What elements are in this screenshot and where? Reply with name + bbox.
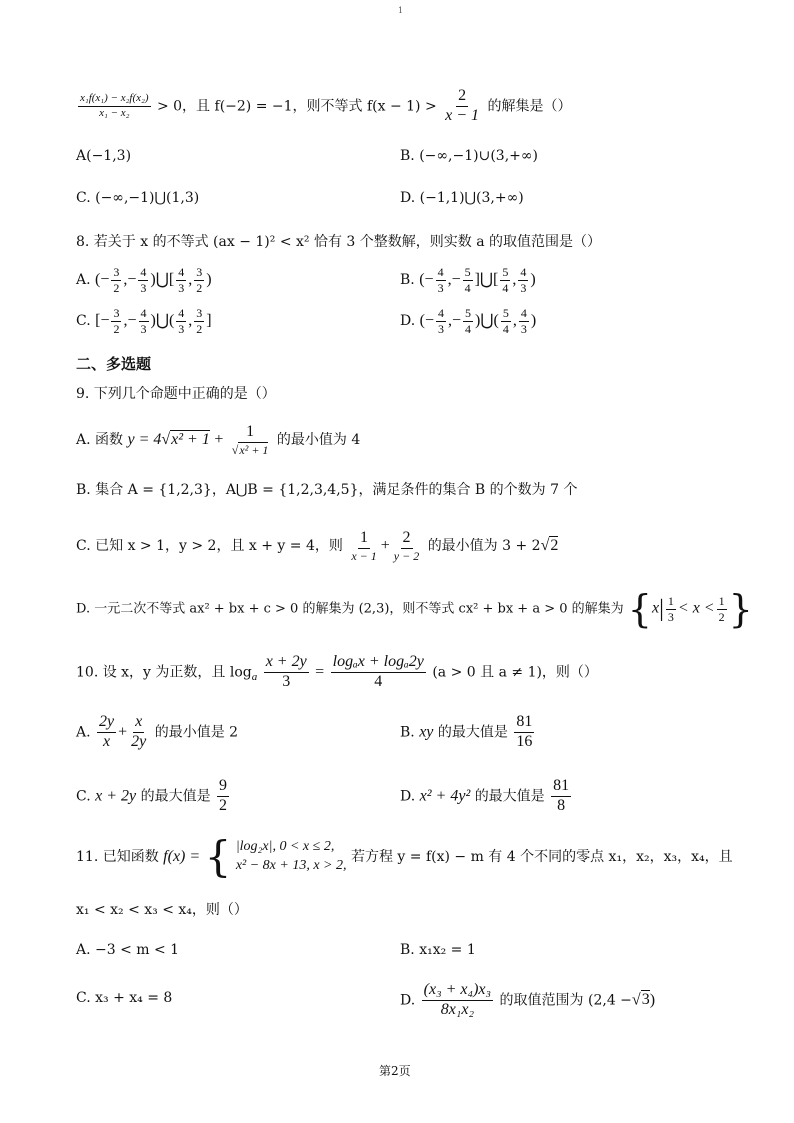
q7-tail: 的解集是（）	[487, 98, 572, 115]
q7-frac-den: x₁ − x₂	[99, 106, 130, 119]
q10-stem: 10. 设 x，y 为正数，且 $\log_a$ $\frac{x + 2y}{3}$ = $\frac{\text{logₐx + logₐ2y}}{4}$ (a > 0 且 a ≠ 1)，则（）	[76, 653, 598, 690]
q11-option-c: C. x₃ + x₄ = 8	[76, 990, 173, 1006]
q8-b-frac4: $\frac{4}{3}$	[520, 265, 527, 295]
q11-option-b: B. x₁x₂ = 1	[400, 942, 476, 958]
q8-b-label: B.	[400, 272, 415, 289]
q11-option-a: A. −3 < m < 1	[76, 942, 180, 958]
q9-stem: 9. 下列几个命题中正确的是（）	[76, 386, 276, 402]
q11-d-frac: $\frac{\text{(x₃ + x₄)x₃}}{\text{8x₁x₂}}$	[423, 981, 492, 1018]
q9-c-frac2: $\frac{2}{y - 2}$	[393, 529, 420, 563]
q7-condition-text: > 0，且 f(−2) = −1，则不等式 f(x − 1) >	[156, 98, 437, 115]
q10-a-frac2: $\frac{x}{2y}$	[131, 713, 147, 750]
q8-c-frac1: $\frac{3}{2}$	[113, 306, 120, 336]
q8-option-d: D. (− $\frac{4}{3}$ ,− $\frac{5}{4}$ )⋃( $\frac{5}{4}$ , $\frac{4}{3}$ )	[400, 306, 537, 336]
q8-stem: 8. 若关于 x 的不等式 (ax − 1)² < x² 恰有 3 个整数解，则实数 a 的取值范围是（）	[76, 234, 602, 250]
q10-d-frac: $\frac{81}{8}$	[553, 777, 570, 814]
q8-d-frac1: $\frac{4}{3}$	[438, 306, 444, 336]
q10-option-b: B. xy 的最大值是 $\frac{81}{16}$	[400, 713, 533, 750]
q8-c-frac4: $\frac{3}{2}$	[196, 306, 203, 336]
q10-frac1: $\frac{x + 2y}{3}$	[265, 653, 307, 690]
q10-c-frac: $\frac{9}{2}$	[219, 777, 228, 814]
q7-option-b: B. (−∞,−1)∪(3,+∞)	[400, 148, 538, 164]
q11-stem: 11. 已知函数 f(x) = { |log₂x|, 0 < x ≤ 2, x² − 8x + 13, x > 2, 若方程 y = f(x) − m 有 4 个不同的零点 x₁，x₂，x₃，x₄，且	[76, 832, 733, 881]
q10-a-frac1: $\frac{2y}{x}$	[99, 713, 115, 750]
q9-c-frac1: $\frac{1}{x - 1}$	[351, 529, 377, 563]
q8-d-frac3: $\frac{5}{4}$	[502, 306, 509, 336]
q7-frac-num: x₁f(x₁) − x₂f(x₂)	[78, 93, 151, 107]
q8-c-frac2: $\frac{4}{3}$	[140, 306, 147, 336]
q8-a-part: )⋃[	[150, 271, 175, 289]
q9-option-b: B. 集合 A = {1,2,3}，A⋃B = {1,2,3,4,5}，满足条件的集合 B 的个数为 7 个	[76, 482, 578, 498]
q8-c-label: C.	[76, 313, 91, 330]
q9-d-frac2: $\frac{1}{2}$	[718, 593, 725, 624]
q8-a-frac2: $\frac{4}{3}$	[140, 265, 147, 295]
q7-rhs-fraction	[443, 88, 481, 125]
q8-option-a	[76, 266, 212, 294]
q8-a-part: )	[206, 271, 212, 289]
q9-option-d: D. 一元二次不等式 ax² + bx + c > 0 的解集为 (2,3)，则不等式 cx² + bx + a > 0 的解集为 {x| $\frac{1}{3}$ < x < $\frac{1}{2}$ }	[76, 587, 753, 631]
q7-rhs-den: x − 1	[445, 106, 480, 124]
q9-d-frac1: $\frac{1}{3}$	[667, 593, 674, 624]
q10-b-frac: $\frac{81}{16}$	[516, 713, 533, 750]
q8-d-frac4: $\frac{4}{3}$	[520, 306, 527, 336]
q8-c-frac3: $\frac{4}{3}$	[178, 306, 185, 336]
q8-b-frac3: $\frac{5}{4}$	[502, 265, 509, 295]
q7-option-a: A(−1,3)	[76, 148, 132, 164]
q8-a-part: (−	[95, 271, 110, 289]
q10-option-a: A. $\frac{2y}{x}$ + $\frac{x}{2y}$ 的最小值是 2	[76, 713, 239, 750]
q8-d-label: D.	[400, 313, 416, 330]
q8-option-b: B. (− $\frac{4}{3}$ ,− $\frac{5}{4}$ ]⋃[ $\frac{5}{4}$ , $\frac{4}{3}$ )	[400, 265, 536, 295]
page-footer: 第2页	[379, 1064, 411, 1078]
q8-a-frac1: $\frac{3}{2}$	[113, 265, 120, 295]
q8-a-part: ,	[188, 271, 193, 289]
q7-rhs-num: 2	[456, 88, 468, 107]
q10-option-c: C. x + 2y 的最大值是 $\frac{9}{2}$	[76, 777, 228, 814]
section-heading-multi-choice: 二、多选题	[76, 355, 152, 373]
q11-case1: |log₂x|, 0 < x ≤ 2,	[235, 839, 335, 855]
q7-option-c: C. (−∞,−1)⋃(1,3)	[76, 190, 200, 206]
q11-stem-line2: x₁ < x₂ < x₃ < x₄，则（）	[76, 902, 248, 918]
page-top-marker: 1	[398, 6, 404, 15]
q8-b-frac1: $\frac{4}{3}$	[437, 265, 444, 295]
q7-fraction	[78, 93, 151, 119]
q11-option-d: D. $\frac{\text{(x₃ + x₄)x₃}}{\text{8x₁x₂}}$ 的取值范围为 (2,4 −√3)	[400, 981, 656, 1018]
q9-option-a: A. 函数 y = 4√x² + 1 + $\frac{1}{\text{√x² + 1}}$ 的最小值为 4	[76, 423, 361, 457]
q8-d-frac2: $\frac{5}{4}$	[465, 306, 472, 336]
q10-frac2: $\frac{\text{logₐx + logₐ2y}}{4}$	[332, 653, 424, 690]
q8-a-frac3: $\frac{4}{3}$	[178, 265, 185, 295]
q8-a-part: ,−	[123, 271, 137, 289]
q7-condition-line	[76, 88, 572, 125]
q9-a-frac: $\frac{1}{\text{√x² + 1}}$	[231, 423, 269, 457]
q8-a-label: A.	[76, 272, 91, 289]
q7-option-d: D. (−1,1)⋃(3,+∞)	[400, 190, 524, 206]
q9-option-c: C. 已知 x > 1，y > 2，且 x + y = 4，则 $\frac{1}{x - 1}$ + $\frac{2}{y - 2}$ 的最小值为 3 + 2√2	[76, 529, 559, 563]
q10-option-d: D. x² + 4y² 的最大值是 $\frac{81}{8}$	[400, 777, 570, 814]
q11-case2: x² − 8x + 13, x > 2,	[235, 858, 347, 873]
q8-a-frac4: $\frac{3}{2}$	[196, 265, 203, 295]
q8-b-frac2: $\frac{5}{4}$	[464, 265, 471, 295]
q8-option-c: C. [− $\frac{3}{2}$ ,− $\frac{4}{3}$ )⋃( $\frac{4}{3}$ , $\frac{3}{2}$ ]	[76, 306, 212, 336]
q11-piecewise	[236, 838, 347, 876]
